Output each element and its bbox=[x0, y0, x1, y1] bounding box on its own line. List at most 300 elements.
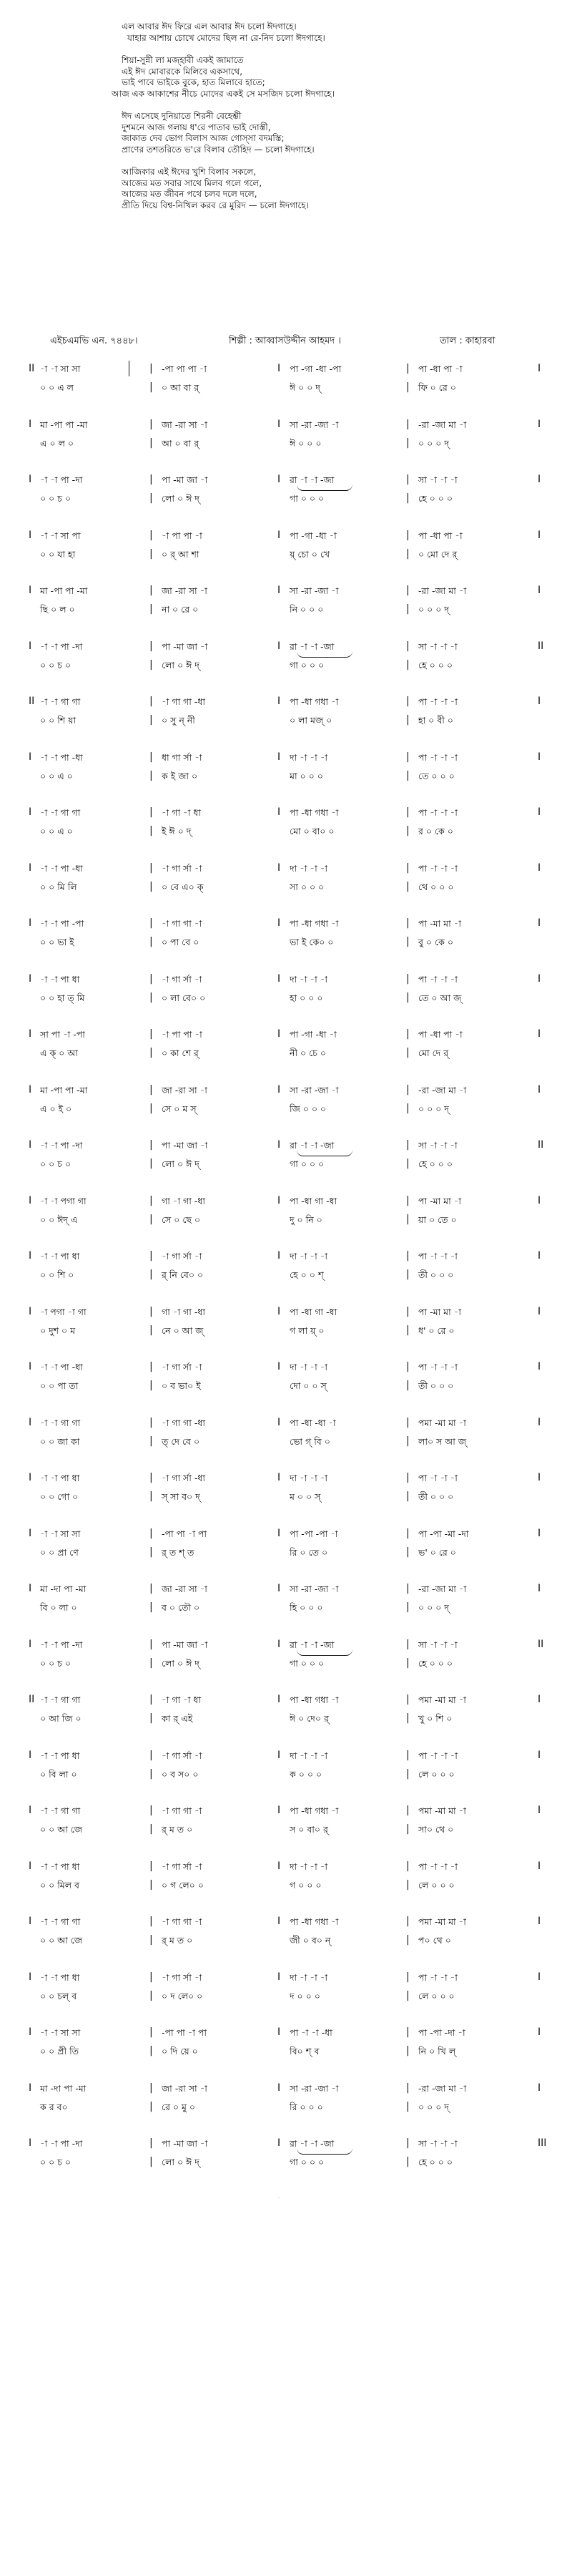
syllable-group: ০ ০ গো ০ bbox=[40, 1491, 79, 1502]
swara-group: -া -া গা গা bbox=[40, 1805, 81, 1816]
bar-divider: | bbox=[406, 1361, 410, 1372]
bar-line-start: I bbox=[29, 418, 32, 430]
syllable-group: ০ ০ চ ০ bbox=[40, 659, 72, 670]
lyrics bbox=[112, 21, 493, 223]
syllable-divider: | bbox=[149, 769, 153, 781]
bar-line-end: I bbox=[538, 696, 541, 707]
lyric-line: ঈদ এসেছে দুনিয়াতে শিরনী বেহেশ্তী bbox=[122, 111, 242, 121]
swara-row bbox=[29, 1251, 558, 1264]
syllable-divider: | bbox=[406, 1546, 410, 1558]
song-meta bbox=[43, 334, 543, 348]
syllable-divider: | bbox=[406, 1823, 410, 1835]
lyric-syllable-row bbox=[29, 992, 558, 1005]
bar-line-start: I bbox=[29, 1916, 32, 1927]
bar-line-end: II bbox=[538, 640, 544, 652]
syllable-group: ফি ০ রে ০ bbox=[418, 382, 456, 393]
swara-group: পমা -মা মা -া bbox=[418, 1916, 466, 1927]
bar-line-end: I bbox=[538, 1361, 541, 1372]
bar-line-end: I bbox=[538, 751, 541, 763]
bar-divider: | bbox=[406, 1971, 410, 1983]
swara-group: -া -া পা -দা bbox=[40, 640, 83, 652]
swara-group: -া -া সা সা bbox=[40, 1528, 81, 1539]
bar-divider: I bbox=[277, 640, 281, 652]
swara-group: -া গা গা -া bbox=[162, 1916, 202, 1927]
syllable-divider: | bbox=[149, 1380, 153, 1391]
lyric-syllable-row bbox=[29, 771, 558, 784]
lyric-syllable-row bbox=[29, 1935, 558, 1948]
notation-block bbox=[29, 641, 558, 697]
lyric-stanza bbox=[122, 167, 493, 211]
swara-group: পা -পা -মা -দা bbox=[418, 1528, 469, 1539]
syllable-divider: | bbox=[406, 658, 410, 670]
syllable-group: ০ লা মজ্ ০ bbox=[290, 715, 332, 726]
bar-divider: | bbox=[149, 474, 153, 485]
swara-group: পা -া -া -া bbox=[418, 1362, 458, 1372]
notation-block bbox=[29, 1029, 558, 1085]
syllable-group: ০ ০ ০ দ্ bbox=[418, 1602, 449, 1613]
syllable-group: ক র ব০ bbox=[40, 2101, 68, 2112]
syllable-group: মা ০ ০ ০ bbox=[290, 770, 323, 781]
lyric-line: প্রাণের তশতরিতে ভ'রে বিলাব তৌহিদ — চলো ঈদগাহে। bbox=[122, 144, 315, 155]
bar-line-end: I bbox=[538, 1083, 541, 1096]
lyric-line: যাহার আশায় চোখে মোদের ছিল না রে-নিদ চলো ঈদগাহে। bbox=[127, 32, 325, 43]
bar-line-start: I bbox=[29, 1638, 32, 1650]
lyric-syllable-row bbox=[29, 1103, 558, 1116]
notation-block bbox=[29, 1251, 558, 1307]
bar-divider: | bbox=[149, 1028, 153, 1040]
syllable-group: হে ০ ০ ০ bbox=[418, 1657, 453, 1669]
swara-group: পা -ধা পা -া bbox=[418, 530, 463, 541]
bar-divider: | bbox=[406, 418, 410, 430]
syllable-group: নে ০ আ জ্ bbox=[162, 1324, 204, 1336]
faint-mark: · bbox=[277, 2193, 280, 2202]
lyric-syllable-row bbox=[29, 1769, 558, 1782]
swara-group: পা -া -া -া bbox=[418, 1473, 458, 1483]
syllable-group: সা০ থে ০ bbox=[418, 1824, 454, 1835]
syllable-group: স্ সা ব০ দ্ bbox=[162, 1491, 200, 1502]
syllable-divider: | bbox=[406, 1601, 410, 1613]
slur-mark bbox=[297, 2148, 352, 2155]
syllable-group: ০ ০ শি য়া bbox=[40, 715, 77, 726]
syllable-group: তী ০ ০ ০ bbox=[418, 1269, 454, 1280]
swara-group: -া গা র্সা -া bbox=[162, 1860, 202, 1872]
swara-group: পা -ধা গা -ধা bbox=[290, 1195, 337, 1206]
swara-group: -া গা র্সা -ধা bbox=[162, 1473, 206, 1483]
bar-divider: | bbox=[149, 1694, 153, 1705]
syllable-group: ঈ ০ ০ ০ bbox=[290, 437, 322, 449]
swara-group: মা -দা পা -মা bbox=[40, 2082, 87, 2094]
syllable-group: গা ০ ০ ০ bbox=[290, 659, 325, 670]
swara-row bbox=[29, 1972, 558, 1985]
syllable-divider: | bbox=[149, 1102, 153, 1114]
bar-divider: I bbox=[277, 1694, 281, 1705]
swara-group: -া -া পা -দা bbox=[40, 2138, 83, 2149]
syllable-group: র্ ম ত ০ bbox=[162, 1824, 193, 1835]
swara-row bbox=[29, 1861, 558, 1874]
lyric-syllable-row bbox=[29, 1436, 558, 1449]
bar-line-end: I bbox=[538, 1749, 541, 1761]
syllable-group: ০ আ বা র্ bbox=[162, 382, 199, 393]
swara-group: পা -মা জা -া bbox=[162, 474, 208, 485]
swara-group: পা -া -া -া bbox=[418, 1860, 458, 1872]
syllable-divider: | bbox=[406, 936, 410, 947]
bar-line-end: I bbox=[538, 1860, 541, 1872]
bar-divider: I bbox=[277, 1749, 281, 1761]
lyric-line: এল আবার ঈদ ফিরে এল আবার ঈদ চলো ঈদগাহে। bbox=[122, 21, 297, 31]
syllable-group: ক ০ ০ ০ bbox=[290, 1768, 322, 1780]
swara-group: -পা পা -া পা bbox=[162, 1528, 207, 1539]
swara-group: পা -া -া -ধা bbox=[290, 2027, 332, 2038]
swara-group: সা -রা -জা -া bbox=[290, 585, 339, 596]
notation-block bbox=[29, 474, 558, 530]
lyric-line: জাকাত দেব ভোগ বিলাস আজ গোস্সা বদমস্তি; bbox=[122, 133, 285, 143]
bar-divider: | bbox=[406, 1860, 410, 1872]
syllable-group: জী ০ ব০ ন্ bbox=[290, 1935, 331, 1946]
syllable-group: ০ ০ চ ০ bbox=[40, 1158, 72, 1169]
syllable-group: নি ০ ০ ০ bbox=[290, 604, 324, 615]
syllable-group: স ০ বা০ র্ bbox=[290, 1824, 328, 1835]
swara-group: পা -া -া -া bbox=[418, 862, 458, 874]
syllable-group: ০ ০ পা তা bbox=[40, 1380, 79, 1391]
bar-divider: | bbox=[149, 1916, 153, 1927]
swara-group: পা -ধা গধা -া bbox=[290, 807, 339, 818]
bar-line-start: I bbox=[29, 1361, 32, 1372]
syllable-group: লো ০ ঈ দ্ bbox=[162, 659, 199, 670]
swara-group: -া -া পা -ধা bbox=[40, 862, 83, 874]
bar-divider: | bbox=[406, 972, 410, 985]
swara-group: -া -া পা ধা bbox=[40, 1750, 80, 1761]
swara-group: -া -া পা ধা bbox=[40, 1473, 80, 1483]
bar-line-start: I bbox=[29, 917, 32, 929]
notation bbox=[29, 364, 558, 2194]
lyric-syllable-row bbox=[29, 1325, 558, 1338]
syllable-group: ০ ব ভা০ ই bbox=[162, 1380, 201, 1391]
swara-row bbox=[29, 641, 558, 654]
syllable-divider: | bbox=[406, 1158, 410, 1169]
bar-line-start: I bbox=[29, 751, 32, 763]
syllable-divider: | bbox=[406, 1213, 410, 1225]
syllable-group: ০ ০ এ ০ bbox=[40, 826, 73, 836]
syllable-group: ক ই জা ০ bbox=[162, 770, 198, 781]
syllable-group: সে ০ ছে ০ bbox=[162, 1214, 201, 1225]
syllable-group: মো ০ বা০ ০ bbox=[290, 826, 335, 836]
swara-group: -া -া সা সা bbox=[40, 364, 81, 374]
syllable-divider: | bbox=[149, 991, 153, 1003]
swara-group: -রা -জা মা -া bbox=[418, 1084, 467, 1096]
syllable-group: দো ০ ০ স্ bbox=[290, 1380, 327, 1391]
syllable-divider: | bbox=[149, 1158, 153, 1169]
syllable-group: খু ০ শি ০ bbox=[418, 1713, 453, 1724]
swara-group: -া গা গা -া bbox=[162, 1805, 202, 1816]
bar-line-end: I bbox=[538, 2082, 541, 2094]
swara-group: পা -ধা পা -া bbox=[418, 364, 463, 374]
swara-group: পমা -মা মা -া bbox=[418, 1694, 466, 1705]
swara-group: -া -া পা ধা bbox=[40, 1251, 80, 1262]
syllable-divider: | bbox=[406, 1491, 410, 1502]
bar-line-start: I bbox=[29, 1805, 32, 1816]
notation-block bbox=[29, 752, 558, 808]
bar-divider: | bbox=[406, 1305, 410, 1317]
swara-group: -া পা পা -া bbox=[162, 1029, 202, 1040]
lyric-syllable-row bbox=[29, 1158, 558, 1171]
swara-row bbox=[29, 1584, 558, 1596]
swara-group: দা -া -া -া bbox=[290, 1473, 327, 1483]
bar-line-end: I bbox=[538, 917, 541, 929]
lyric-syllable-row bbox=[29, 1214, 558, 1227]
syllable-divider: | bbox=[406, 880, 410, 892]
syllable-group: ০ বি লা ০ bbox=[40, 1768, 77, 1780]
syllable-group: র ০ কে ০ bbox=[418, 826, 453, 836]
swara-group: গা -া গা -ধা bbox=[162, 1195, 205, 1206]
swara-group: -া গা গা -ধা bbox=[162, 696, 205, 707]
swara-group: -া -া পা -ধা bbox=[40, 1362, 83, 1372]
bar-divider: I bbox=[277, 1860, 281, 1872]
swara-group: পা -া -া -া bbox=[418, 973, 458, 985]
bar-line-start: I bbox=[29, 585, 32, 596]
syllable-group: না ০ রে ০ bbox=[162, 604, 199, 615]
bar-divider: I bbox=[277, 585, 281, 596]
notation-block bbox=[29, 1972, 558, 2028]
bar-line-start: I bbox=[29, 2082, 32, 2094]
syllable-group: ঈ ০ দে০ র্ bbox=[290, 1713, 329, 1724]
bar-divider: | bbox=[149, 1860, 153, 1872]
bar-divider: I bbox=[277, 1583, 281, 1594]
syllable-divider: | bbox=[149, 658, 153, 670]
syllable-divider: | bbox=[149, 1491, 153, 1502]
swara-group: -া -া সা পা bbox=[40, 530, 81, 541]
bar-divider: I bbox=[277, 529, 281, 541]
syllable-divider: | bbox=[149, 1767, 153, 1780]
syllable-divider: | bbox=[406, 1989, 410, 2001]
syllable-group: এ ০ ল ০ bbox=[40, 437, 74, 449]
swara-group: সা -া -া -া bbox=[418, 2138, 458, 2149]
bar-line-end: I bbox=[538, 1416, 541, 1428]
syllable-group: ০ ০ ০ দ্ bbox=[418, 1103, 449, 1114]
bar-divider: | bbox=[149, 1083, 153, 1096]
syllable-group: ০ গ লে০ ০ bbox=[162, 1879, 204, 1890]
swara-group: -া গা গা -ধা bbox=[162, 1417, 205, 1428]
lyric-syllable-row bbox=[29, 882, 558, 894]
syllable-divider: | bbox=[149, 547, 153, 560]
notation-block bbox=[29, 1750, 558, 1806]
lyric-syllable-row bbox=[29, 1380, 558, 1393]
lyric-stanza bbox=[122, 111, 493, 155]
lyric-line: প্রীতি দিয়ে বিশ্ব-নিখিল করব রে মুরিদ — চলো ঈদগাহে। bbox=[122, 200, 309, 210]
syllable-group: লো ০ ঈ দ্ bbox=[162, 2157, 199, 2167]
swara-row bbox=[29, 474, 558, 487]
syllable-group: ০ ০ এ ল bbox=[40, 382, 74, 393]
syllable-divider: | bbox=[406, 603, 410, 615]
bar-line-start: I bbox=[29, 2026, 32, 2038]
lyric-syllable-row bbox=[29, 604, 558, 617]
swara-group: সা -রা -জা -া bbox=[290, 1584, 339, 1594]
swara-group: -া -া পগা গা bbox=[40, 1195, 87, 1206]
bar-divider: | bbox=[149, 1638, 153, 1650]
bar-divider: | bbox=[406, 1749, 410, 1761]
lyric-line: এই ঈদ মোবারকে মিলিবে একসাথে, bbox=[122, 66, 243, 77]
swara-row bbox=[29, 1085, 558, 1098]
swara-group: -া -া পা -দা bbox=[40, 474, 83, 485]
bar-divider: | bbox=[149, 2026, 153, 2038]
bar-line-start: I bbox=[29, 1139, 32, 1151]
bar-line-end: I bbox=[538, 972, 541, 985]
bar-divider: | bbox=[149, 1194, 153, 1206]
bar-line-start: I bbox=[29, 1583, 32, 1594]
swara-group: -া -া গা গা bbox=[40, 1694, 81, 1705]
swara-group: পা -ধা গা -ধা bbox=[290, 1306, 337, 1317]
notation-block bbox=[29, 2138, 558, 2194]
bar-divider: | bbox=[406, 1139, 410, 1151]
bar-line-start: I bbox=[29, 1749, 32, 1761]
bar-divider: I bbox=[277, 696, 281, 707]
swara-row bbox=[29, 752, 558, 765]
notation-block bbox=[29, 1639, 558, 1695]
lyric-stanza bbox=[122, 21, 493, 44]
syllable-group: ০ ব স০ ০ bbox=[162, 1768, 199, 1780]
syllable-group: ০ দুশ ০ ম bbox=[40, 1324, 76, 1336]
syllable-group: গ ০ ০ ০ bbox=[290, 1879, 322, 1890]
syllable-divider: | bbox=[149, 2100, 153, 2112]
lyric-syllable-row bbox=[29, 1491, 558, 1504]
swara-group: -া -া পা -দা bbox=[40, 1140, 83, 1151]
bar-line-end: I bbox=[538, 363, 541, 374]
syllable-group: ছি ০ ল ০ bbox=[40, 604, 75, 615]
swara-row bbox=[29, 2027, 558, 2040]
syllable-group: ০ ০ আ জে bbox=[40, 1824, 83, 1835]
lyric-syllable-row bbox=[29, 1658, 558, 1671]
lyric-line: আজিকার এই ঈদের খুশি বিলাব সকলে, bbox=[122, 167, 257, 177]
swara-group: -রা -জা মা -া bbox=[418, 1584, 467, 1594]
lyric-line: দুশমনে আজ গলায় ধ'রে পাতাব ভাই দোস্তী, bbox=[122, 122, 271, 132]
syllable-group: র্ নি বে০ ০ bbox=[162, 1269, 204, 1280]
swara-group: -া -া পা -পা bbox=[40, 918, 84, 929]
swara-group: জা -রা সা -া bbox=[162, 2082, 207, 2094]
syllable-group: লে ০ ০ ০ bbox=[418, 1768, 455, 1780]
swara-group: -া -া পা ধা bbox=[40, 1971, 80, 1983]
syllable-group: ০ ০ ০ দ্ bbox=[418, 2101, 449, 2112]
swara-group: -া -া পা -ধা bbox=[40, 751, 83, 763]
lyric-syllable-row bbox=[29, 1713, 558, 1726]
syllable-group: ০ আ জি ০ bbox=[40, 1713, 82, 1724]
syllable-divider: | bbox=[149, 1269, 153, 1280]
bar-divider: | bbox=[406, 917, 410, 929]
syllable-divider: | bbox=[149, 1823, 153, 1835]
bar-divider: | bbox=[149, 1361, 153, 1372]
bar-line-start: I bbox=[29, 1860, 32, 1872]
syllable-group: হে ০ ০ ০ bbox=[418, 1158, 453, 1169]
swara-row bbox=[29, 1694, 558, 1707]
bar-divider: | bbox=[406, 751, 410, 763]
bar-divider: | bbox=[406, 1250, 410, 1262]
syllable-group: ত্ দে বে ০ bbox=[162, 1435, 200, 1447]
bar-divider: | bbox=[149, 917, 153, 929]
bar-divider: | bbox=[149, 2137, 153, 2149]
swara-group: পা -মা মা -া bbox=[418, 918, 461, 929]
bar-divider: I bbox=[277, 1472, 281, 1483]
bar-divider: I bbox=[277, 1028, 281, 1040]
syllable-group: ভো গ্ বি ০ bbox=[290, 1435, 330, 1447]
syllable-group: দু ০ নি ০ bbox=[290, 1214, 322, 1225]
swara-group: পা -পা -দা -া bbox=[418, 2027, 465, 2038]
notation-block bbox=[29, 1196, 558, 1252]
bar-divider: I bbox=[277, 418, 281, 430]
swara-row bbox=[29, 1362, 558, 1375]
swara-group: -পা পা পা -া bbox=[162, 364, 207, 374]
syllable-group: ০ মো দে র্ bbox=[418, 548, 458, 560]
bar-divider: I bbox=[277, 1805, 281, 1816]
syllable-group: সে ০ ম স্ bbox=[162, 1103, 197, 1114]
bar-divider: | bbox=[406, 474, 410, 485]
syllable-divider: | bbox=[149, 492, 153, 504]
swara-group: পা -ধা -ধা -া bbox=[290, 1417, 336, 1428]
syllable-divider: | bbox=[406, 2045, 410, 2057]
lyric-syllable-row bbox=[29, 1824, 558, 1837]
notation-block bbox=[29, 1473, 558, 1528]
lyric-syllable-row bbox=[29, 1991, 558, 2004]
swara-group: সা -া -া -া bbox=[418, 1639, 458, 1650]
bar-divider: | bbox=[149, 806, 153, 818]
swara-row bbox=[29, 1196, 558, 1209]
notation-block bbox=[29, 2027, 558, 2083]
syllable-divider: | bbox=[406, 436, 410, 449]
bar-divider: | bbox=[149, 1250, 153, 1262]
bar-divider: | bbox=[149, 696, 153, 707]
syllable-divider: | bbox=[406, 1657, 410, 1669]
swara-group: পা -া -া -া bbox=[418, 1251, 458, 1262]
syllable-group: বি০ শ্ ব bbox=[290, 2046, 320, 2057]
swara-group: পা -া -া -া bbox=[418, 807, 458, 818]
syllable-divider: | bbox=[406, 1269, 410, 1280]
swara-group: রা -া -া -জা bbox=[290, 2138, 335, 2149]
bar-line-end: I bbox=[538, 1194, 541, 1206]
bar-line-start: I bbox=[29, 1250, 32, 1262]
swara-group: -রা -জা মা -া bbox=[418, 419, 467, 430]
bar-divider: I bbox=[277, 474, 281, 485]
lyric-syllable-row bbox=[29, 1602, 558, 1615]
bar-divider: I bbox=[277, 862, 281, 874]
swara-group: সা -রা -জা -া bbox=[290, 419, 339, 430]
bar-line-end: I bbox=[538, 862, 541, 874]
swara-row bbox=[29, 1916, 558, 1929]
swara-group: দা -া -া -া bbox=[290, 1362, 327, 1372]
swara-group: পা -ধা পা -া bbox=[418, 1029, 463, 1040]
record-number: এইচএমভি এন. ৭৪৪৮। bbox=[50, 336, 138, 346]
syllable-group: প০ থে ০ bbox=[418, 1935, 451, 1946]
notation-block bbox=[29, 1362, 558, 1418]
bar-divider: | bbox=[149, 418, 153, 430]
swara-group: মা -দা পা -মা bbox=[40, 1584, 87, 1594]
swara-group: -া পগা -া গা bbox=[40, 1306, 87, 1317]
bar-divider: | bbox=[406, 1527, 410, 1539]
swara-group: -া -া পা ধা bbox=[40, 973, 80, 985]
swara-group: -া -া গা গা bbox=[40, 696, 81, 707]
bar-divider: | bbox=[149, 1472, 153, 1483]
syllable-group: তী ০ ০ ০ bbox=[418, 1380, 454, 1391]
lyric-syllable-row bbox=[29, 826, 558, 839]
syllable-group: ০ দ লে০ ০ bbox=[162, 1990, 203, 2001]
syllable-group: আ ০ বা র্ bbox=[162, 437, 199, 449]
syllable-group: ঈ ০ ০ দ্ bbox=[290, 382, 320, 393]
bar-divider: I bbox=[277, 1083, 281, 1096]
bar-line-start: I bbox=[29, 1083, 32, 1096]
bar-line-end: I bbox=[538, 1583, 541, 1594]
swara-row bbox=[29, 1418, 558, 1430]
slur-mark bbox=[297, 651, 352, 658]
lyric-syllable-row bbox=[29, 1269, 558, 1282]
bar-line-end: I bbox=[538, 1472, 541, 1483]
slur-mark bbox=[297, 484, 352, 491]
syllable-divider: | bbox=[406, 1712, 410, 1724]
